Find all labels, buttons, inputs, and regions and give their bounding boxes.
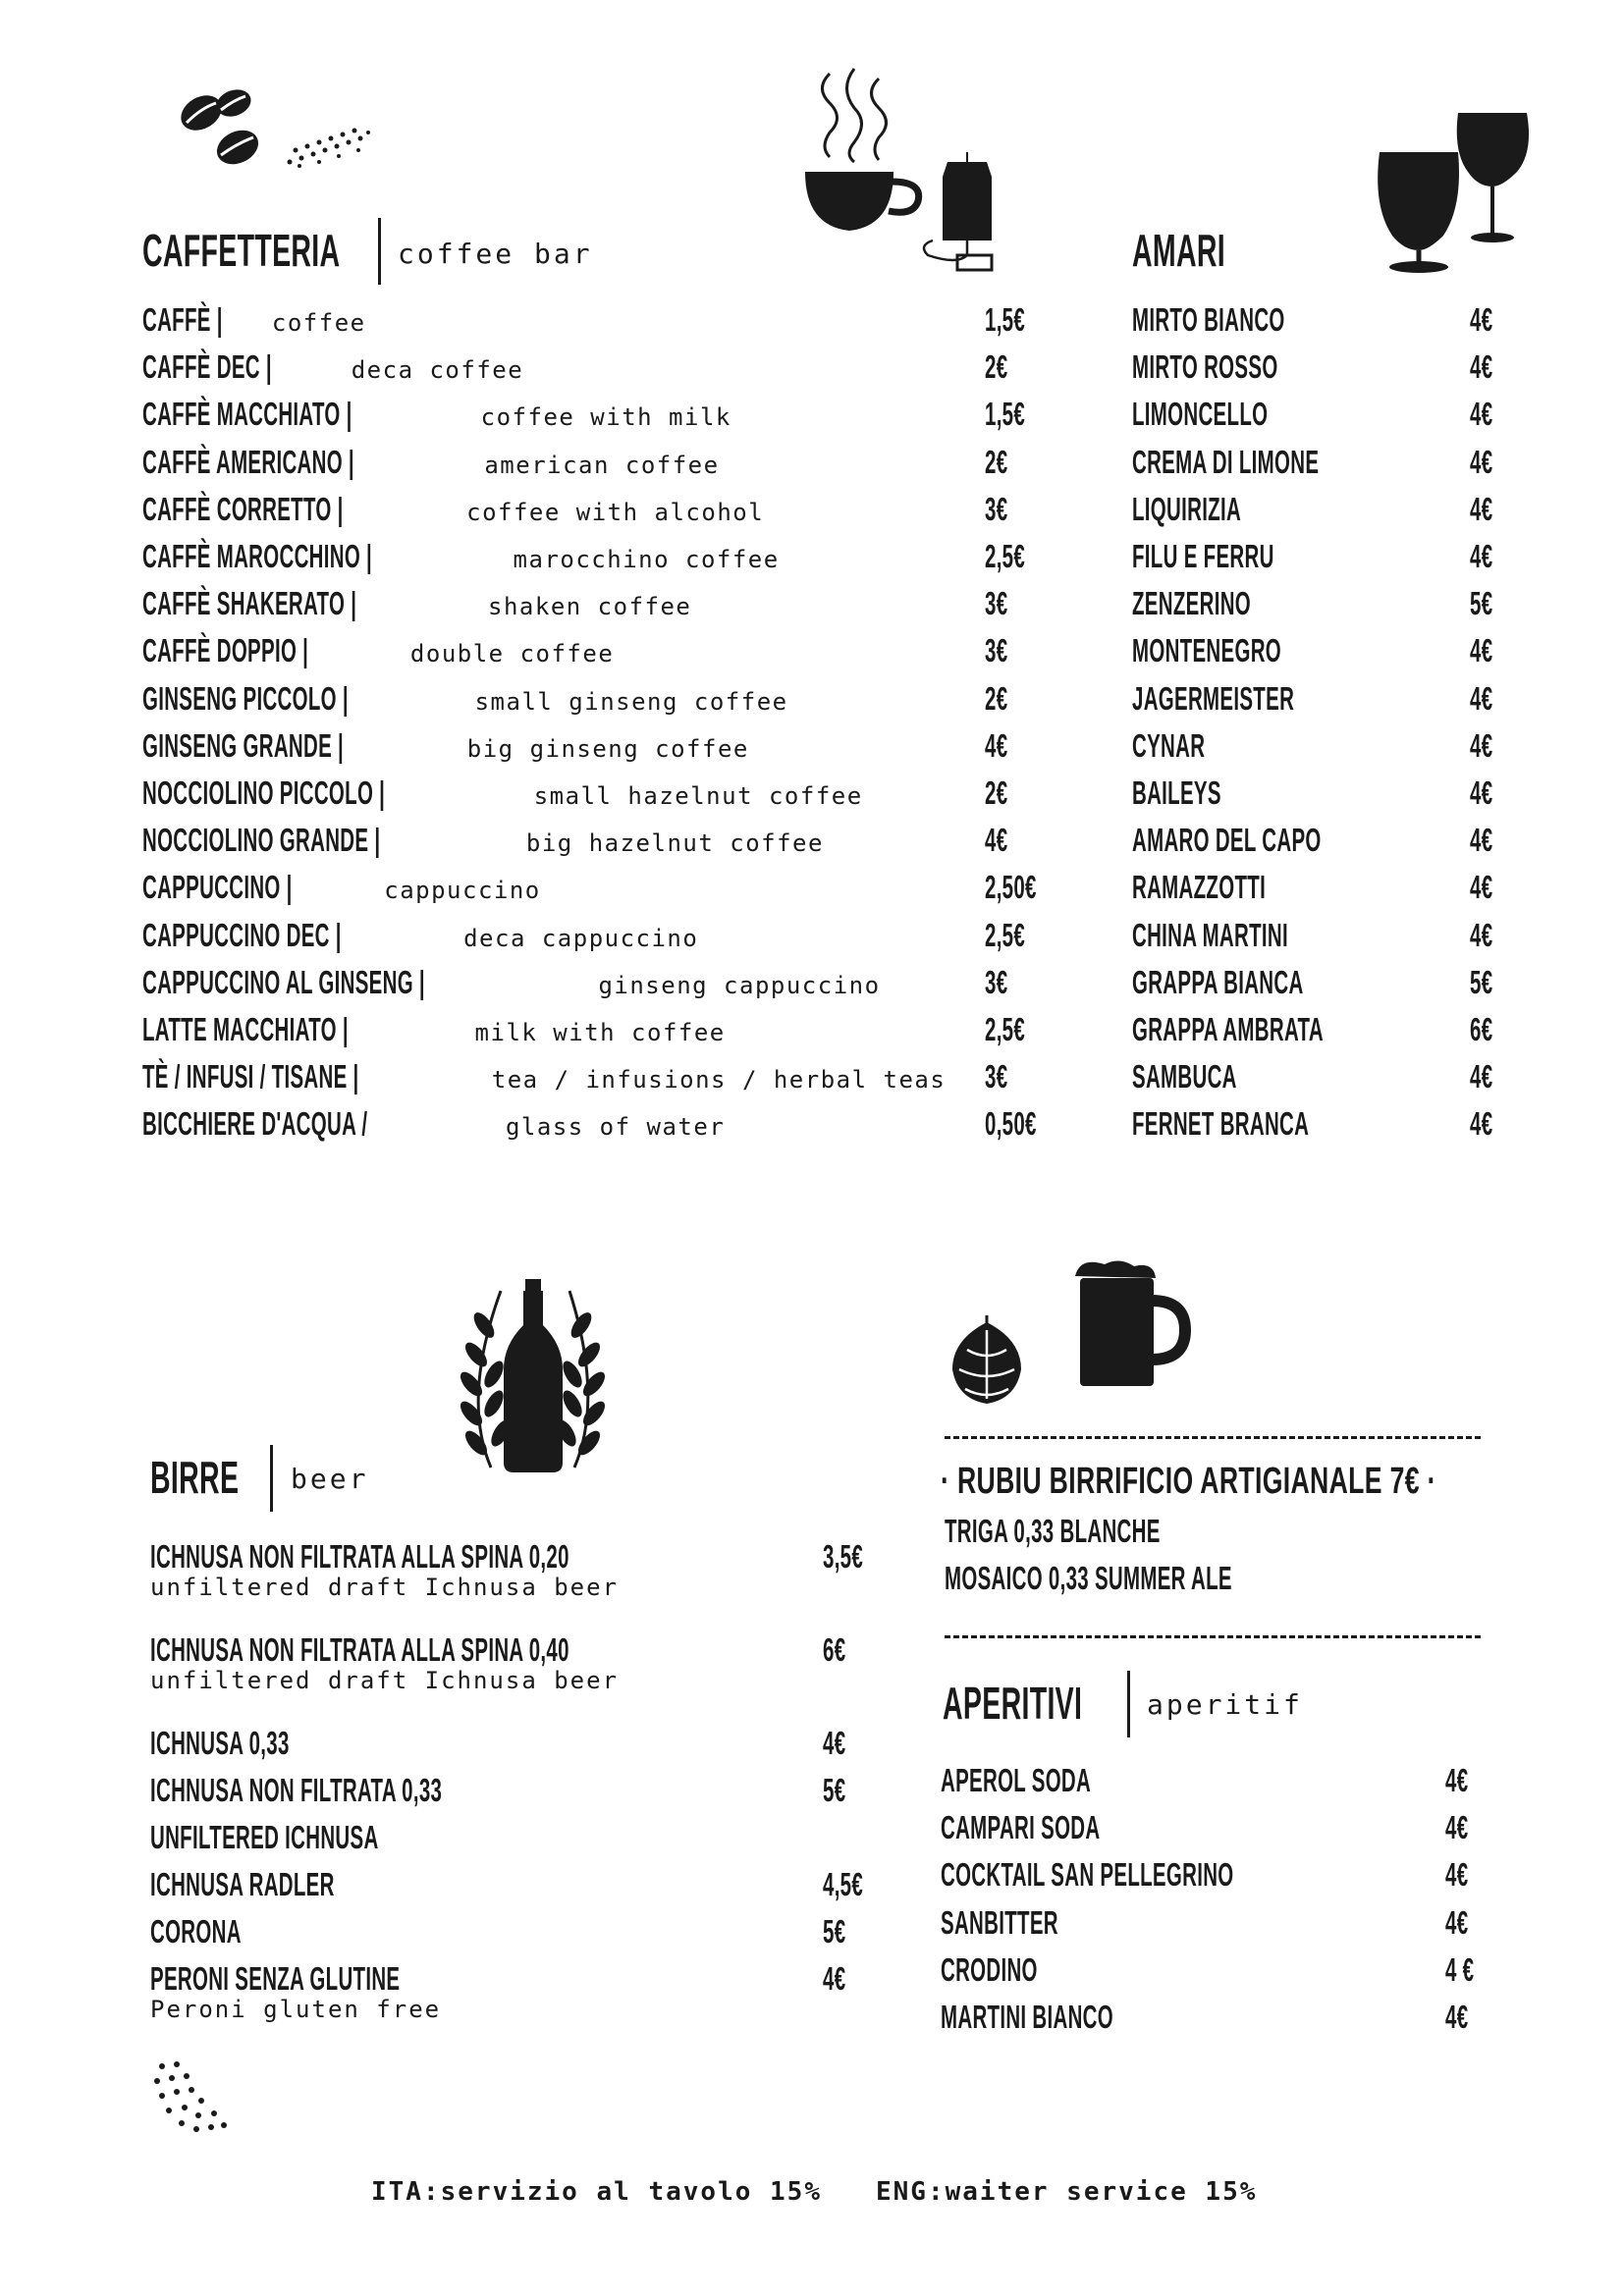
item-price xyxy=(1470,1053,1507,1100)
menu-row xyxy=(1132,344,1368,391)
price-text: 4€ xyxy=(1470,726,1493,764)
menu-row xyxy=(142,580,691,627)
item-desc: big hazelnut coffee xyxy=(525,829,824,858)
item-name: CAMPARI SODA xyxy=(941,1809,1101,1846)
item-name: FILU E FERRU xyxy=(1132,538,1274,574)
item-price xyxy=(1470,959,1507,1006)
item-name: RAMAZZOTTI xyxy=(1132,869,1267,906)
menu-row xyxy=(142,439,720,486)
menu-row xyxy=(142,675,788,722)
beer-mug-icon xyxy=(1065,1256,1193,1389)
price-text: 4€ xyxy=(823,1725,846,1761)
footer-service-ita: ITA:servizio al tavolo 15% xyxy=(371,2177,822,2207)
item-name: ZENZERINO xyxy=(1132,585,1252,622)
price-text: 2,50€ xyxy=(985,869,1037,906)
item-name: LATTE MACCHIATO | xyxy=(142,1011,349,1047)
item-desc: Peroni gluten free xyxy=(150,1996,442,2023)
item-price xyxy=(1445,1851,1483,1898)
birre-subtitle: beer xyxy=(291,1463,369,1495)
menu-row xyxy=(1132,817,1437,864)
item-price xyxy=(985,391,1050,438)
menu-row xyxy=(142,912,698,959)
price-text: 2€ xyxy=(985,679,1008,717)
menu-row xyxy=(150,1815,518,1860)
item-name: CAPPUCCINO | xyxy=(142,869,293,906)
item-name: AMARO DEL CAPO xyxy=(1132,822,1322,859)
item-price xyxy=(823,1534,888,1579)
item-price xyxy=(1470,1006,1507,1053)
menu-row xyxy=(150,1768,621,1813)
price-text: 3€ xyxy=(985,963,1008,1000)
item-desc: shaken coffee xyxy=(488,593,692,621)
item-desc: unfiltered draft Ichnusa beer xyxy=(150,1574,620,1601)
footer-service-eng: ENG:waiter service 15% xyxy=(876,2177,1258,2207)
menu-row xyxy=(142,627,614,674)
item-price xyxy=(823,1909,860,1954)
item-name: CREMA DI LIMONE xyxy=(1132,443,1320,480)
menu-row xyxy=(142,344,523,391)
price-text: 2,5€ xyxy=(985,1011,1026,1047)
price-text: 1,5€ xyxy=(985,396,1026,433)
item-name: UNFILTERED ICHNUSA xyxy=(150,1819,379,1855)
item-desc: tea / infusions / herbal teas xyxy=(491,1066,947,1095)
item-name: LIQUIRIZIA xyxy=(1132,490,1242,527)
item-desc: american coffee xyxy=(484,451,720,479)
price-text: 3€ xyxy=(985,1058,1008,1095)
menu-row xyxy=(1132,1053,1301,1100)
price-text: 4€ xyxy=(1470,916,1493,953)
item-name: CAFFÈ MACCHIATO | xyxy=(142,396,352,433)
item-price xyxy=(985,675,1022,722)
menu-row xyxy=(1132,770,1276,817)
item-name: CYNAR xyxy=(1132,726,1206,764)
menu-row xyxy=(1132,959,1409,1006)
item-price xyxy=(985,1006,1050,1053)
heading-divider xyxy=(378,218,381,285)
dots-decoration-icon xyxy=(280,123,378,172)
item-price xyxy=(1470,770,1507,817)
item-name: SANBITTER xyxy=(941,1903,1058,1941)
item-name: CAFFÈ | xyxy=(142,301,223,338)
menu-row xyxy=(1132,864,1347,911)
item-desc: ginseng cappuccino xyxy=(598,971,881,999)
birrificio-heading xyxy=(941,1458,1624,1505)
menu-row xyxy=(941,1899,1130,1947)
menu-row xyxy=(941,1994,1219,2041)
caffetteria-subtitle: coffee bar xyxy=(398,238,593,270)
price-text: 3€ xyxy=(985,632,1008,669)
price-text: 4€ xyxy=(1470,348,1493,386)
amari-title: AMARI xyxy=(1132,225,1226,276)
birrificio-title: · RUBIU BIRRIFICIO ARTIGIANALE 7€ · xyxy=(941,1461,1436,1502)
item-name: LIMONCELLO xyxy=(1132,396,1269,433)
price-text: 4€ xyxy=(1470,632,1493,669)
menu-row xyxy=(1132,391,1351,438)
item-price xyxy=(985,817,1022,864)
price-text: 3,5€ xyxy=(823,1538,864,1575)
item-price xyxy=(985,770,1022,817)
item-name: FERNET BRANCA xyxy=(1132,1105,1310,1143)
price-text: 6€ xyxy=(823,1631,846,1668)
price-text: 4€ xyxy=(1470,301,1493,338)
price-text: 2€ xyxy=(985,774,1008,811)
coffee-cup-icon xyxy=(800,64,928,240)
price-text: 2,5€ xyxy=(985,916,1026,953)
item-price xyxy=(823,1862,888,1907)
item-name: MONTENEGRO xyxy=(1132,632,1282,669)
menu-row xyxy=(142,770,863,817)
birrificio-item: MOSAICO 0,33 SUMMER ALE xyxy=(945,1560,1232,1596)
item-name: CRODINO xyxy=(941,1950,1038,1988)
item-price xyxy=(1470,817,1507,864)
price-text: 4€ xyxy=(1470,869,1493,906)
menu-row xyxy=(142,817,824,864)
price-text: 4,5€ xyxy=(823,1866,864,1902)
price-text: 1,5€ xyxy=(985,301,1026,338)
item-desc: unfiltered draft Ichnusa beer xyxy=(150,1667,620,1694)
item-desc: small ginseng coffee xyxy=(474,687,788,716)
price-text: 5€ xyxy=(1470,585,1493,622)
item-name: CHINA MARTINI xyxy=(1132,916,1288,953)
price-text: 4€ xyxy=(985,726,1008,764)
item-price xyxy=(1470,627,1507,674)
aperitivi-heading xyxy=(943,1674,1167,1733)
item-name: CAPPUCCINO AL GINSENG | xyxy=(142,963,425,1000)
item-desc: cappuccino xyxy=(384,877,541,905)
menu-row xyxy=(150,1862,448,1907)
item-desc: coffee with milk xyxy=(480,403,731,432)
menu-row xyxy=(142,296,366,344)
item-name: GRAPPA BIANCA xyxy=(1132,963,1304,1000)
price-text: 5€ xyxy=(1470,963,1493,1000)
menu-row xyxy=(941,1947,1097,1994)
menu-row xyxy=(941,1804,1198,1851)
item-price xyxy=(985,959,1022,1006)
item-name: MARTINI BIANCO xyxy=(941,1999,1113,2035)
price-text: 4€ xyxy=(1470,1105,1493,1143)
item-price xyxy=(985,533,1050,580)
price-text: 4€ xyxy=(823,1960,846,1997)
item-price xyxy=(1470,722,1507,770)
price-text: 6€ xyxy=(1470,1011,1493,1047)
price-text: 4€ xyxy=(1445,1999,1469,2035)
price-text: 2€ xyxy=(985,443,1008,480)
price-text: 4€ xyxy=(1445,1856,1469,1894)
item-name: ICHNUSA NON FILTRATA 0,33 xyxy=(150,1772,443,1808)
price-text: 4€ xyxy=(1470,490,1493,527)
price-text: 4€ xyxy=(1470,1058,1493,1095)
item-price xyxy=(823,1721,860,1766)
item-name: ICHNUSA 0,33 xyxy=(150,1725,290,1761)
tea-bag-icon xyxy=(918,147,1016,275)
price-text: 5€ xyxy=(823,1913,846,1949)
item-price xyxy=(985,439,1022,486)
item-name: GINSENG PICCOLO | xyxy=(142,679,349,717)
item-name: GRAPPA AMBRATA xyxy=(1132,1011,1324,1047)
item-price xyxy=(823,1956,860,2002)
menu-row xyxy=(1132,1100,1418,1148)
item-name: BAILEYS xyxy=(1132,774,1221,811)
menu-row xyxy=(1132,439,1434,486)
price-text: 4€ xyxy=(1470,822,1493,859)
menu-row xyxy=(1132,627,1373,674)
birre-title: BIRRE xyxy=(150,1452,240,1503)
item-price xyxy=(1470,675,1507,722)
menu-row xyxy=(142,1100,725,1148)
item-price xyxy=(985,722,1022,770)
menu-row xyxy=(142,533,780,580)
menu-row xyxy=(1132,722,1250,770)
item-name: PERONI SENZA GLUTINE xyxy=(150,1960,401,1997)
heading-divider xyxy=(270,1445,273,1512)
item-name: TÈ / INFUSI / TISANE | xyxy=(142,1058,359,1095)
price-text: 4€ xyxy=(1445,1809,1469,1846)
item-name: MIRTO ROSSO xyxy=(1132,348,1278,386)
item-name: CAFFÈ SHAKERATO | xyxy=(142,585,357,622)
item-price xyxy=(985,344,1022,391)
item-name: CAFFÈ CORRETTO | xyxy=(142,490,344,527)
price-text: 4€ xyxy=(1445,1903,1469,1941)
price-text: 4€ xyxy=(1470,679,1493,717)
item-price xyxy=(1470,1100,1507,1148)
item-price xyxy=(823,1628,860,1673)
price-text: 4 € xyxy=(1445,1950,1475,1988)
aperitivi-title: APERITIVI xyxy=(943,1678,1083,1729)
item-price xyxy=(1445,1757,1483,1804)
amari-heading xyxy=(1132,221,1282,280)
item-name: CAFFÈ DOPPIO | xyxy=(142,632,309,669)
item-price xyxy=(985,1100,1068,1148)
item-name: CORONA xyxy=(150,1913,242,1949)
item-price xyxy=(1445,1899,1483,1947)
beer-bottle-wheat-icon xyxy=(447,1261,619,1477)
item-price xyxy=(823,1768,860,1813)
price-text: 3€ xyxy=(985,490,1008,527)
item-desc: coffee xyxy=(271,309,366,337)
item-price xyxy=(985,864,1068,911)
item-price xyxy=(1470,864,1507,911)
menu-row xyxy=(150,1909,298,1954)
item-name: NOCCIOLINO PICCOLO | xyxy=(142,774,386,811)
item-desc: coffee with alcohol xyxy=(466,498,765,526)
price-text: 4€ xyxy=(985,822,1008,859)
menu-row xyxy=(1132,533,1361,580)
menu-row xyxy=(1132,296,1379,344)
price-text: 4€ xyxy=(1470,538,1493,574)
item-price xyxy=(1445,1804,1483,1851)
price-text: 4€ xyxy=(1470,443,1493,480)
item-price xyxy=(985,580,1022,627)
coffee-beans-icon xyxy=(167,79,275,177)
hop-icon xyxy=(947,1310,1026,1409)
price-text: 0,50€ xyxy=(985,1105,1037,1143)
item-price xyxy=(1470,580,1507,627)
menu-row xyxy=(1132,912,1383,959)
aperitivi-subtitle: aperitif xyxy=(1147,1688,1303,1721)
item-desc: small hazelnut coffee xyxy=(533,782,863,810)
item-price xyxy=(1470,439,1507,486)
menu-row xyxy=(941,1757,1183,1804)
menu-row xyxy=(142,1053,946,1100)
price-text: 2,5€ xyxy=(985,538,1026,574)
item-desc: deca coffee xyxy=(351,356,524,385)
item-price xyxy=(985,1053,1022,1100)
item-name: ICHNUSA NON FILTRATA ALLA SPINA 0,20 xyxy=(150,1538,569,1575)
price-text: 4€ xyxy=(1470,396,1493,433)
menu-row xyxy=(941,1851,1413,1898)
birrificio-item: TRIGA 0,33 BLANCHE xyxy=(945,1513,1161,1549)
item-name: CAPPUCCINO DEC | xyxy=(142,916,342,953)
item-price xyxy=(985,296,1050,344)
menu-row xyxy=(142,391,731,438)
item-name: JAGERMEISTER xyxy=(1132,679,1295,717)
item-name: BICCHIERE D'ACQUA / xyxy=(142,1105,368,1143)
item-price xyxy=(1470,486,1507,533)
menu-row xyxy=(142,486,764,533)
caffetteria-title: CAFFETTERIA xyxy=(142,225,341,276)
menu-row xyxy=(142,1006,726,1053)
wine-glasses-icon xyxy=(1365,98,1537,280)
dots-decoration-icon xyxy=(147,2056,236,2140)
item-name: CAFFÈ AMERICANO | xyxy=(142,443,354,480)
item-name: APEROL SODA xyxy=(941,1762,1092,1798)
item-name: GINSENG GRANDE | xyxy=(142,726,345,764)
price-text: 3€ xyxy=(985,585,1008,622)
menu-row xyxy=(142,722,749,770)
item-price xyxy=(985,627,1022,674)
item-desc: milk with coffee xyxy=(474,1019,726,1046)
heading-divider xyxy=(1127,1671,1130,1737)
item-desc: deca cappuccino xyxy=(463,924,699,952)
item-name: MIRTO BIANCO xyxy=(1132,301,1285,338)
item-price xyxy=(985,912,1050,959)
menu-row xyxy=(1132,675,1393,722)
item-desc: marocchino coffee xyxy=(513,546,780,573)
item-name: CAFFÈ MAROCCHINO | xyxy=(142,538,373,574)
menu-row xyxy=(142,864,541,911)
item-desc: big ginseng coffee xyxy=(466,734,749,763)
item-price xyxy=(1445,1947,1491,1994)
item-desc: double coffee xyxy=(409,640,615,668)
menu-row xyxy=(150,1721,375,1766)
item-price xyxy=(1445,1994,1483,2041)
price-text: 4€ xyxy=(1445,1762,1469,1798)
menu-row xyxy=(1132,580,1324,627)
item-price xyxy=(1470,391,1507,438)
item-price xyxy=(1470,533,1507,580)
item-name: NOCCIOLINO GRANDE | xyxy=(142,822,381,859)
menu-row xyxy=(142,959,881,1006)
item-name: COCKTAIL SAN PELLEGRINO xyxy=(941,1856,1234,1894)
item-name: ICHNUSA NON FILTRATA ALLA SPINA 0,40 xyxy=(150,1631,569,1668)
item-price xyxy=(1470,296,1507,344)
item-price xyxy=(1470,344,1507,391)
item-name: SAMBUCA xyxy=(1132,1058,1237,1095)
item-name: CAFFÈ DEC | xyxy=(142,348,272,386)
item-name: ICHNUSA RADLER xyxy=(150,1866,335,1902)
dashed-divider xyxy=(945,1436,1481,1439)
item-desc: glass of water xyxy=(505,1113,726,1142)
dashed-divider xyxy=(945,1635,1481,1638)
menu-row xyxy=(1132,486,1308,533)
menu-row xyxy=(1132,1006,1440,1053)
price-text: 4€ xyxy=(1470,774,1493,811)
price-text: 5€ xyxy=(823,1772,846,1808)
item-price xyxy=(1470,912,1507,959)
price-text: 2€ xyxy=(985,348,1008,386)
item-price xyxy=(985,486,1022,533)
